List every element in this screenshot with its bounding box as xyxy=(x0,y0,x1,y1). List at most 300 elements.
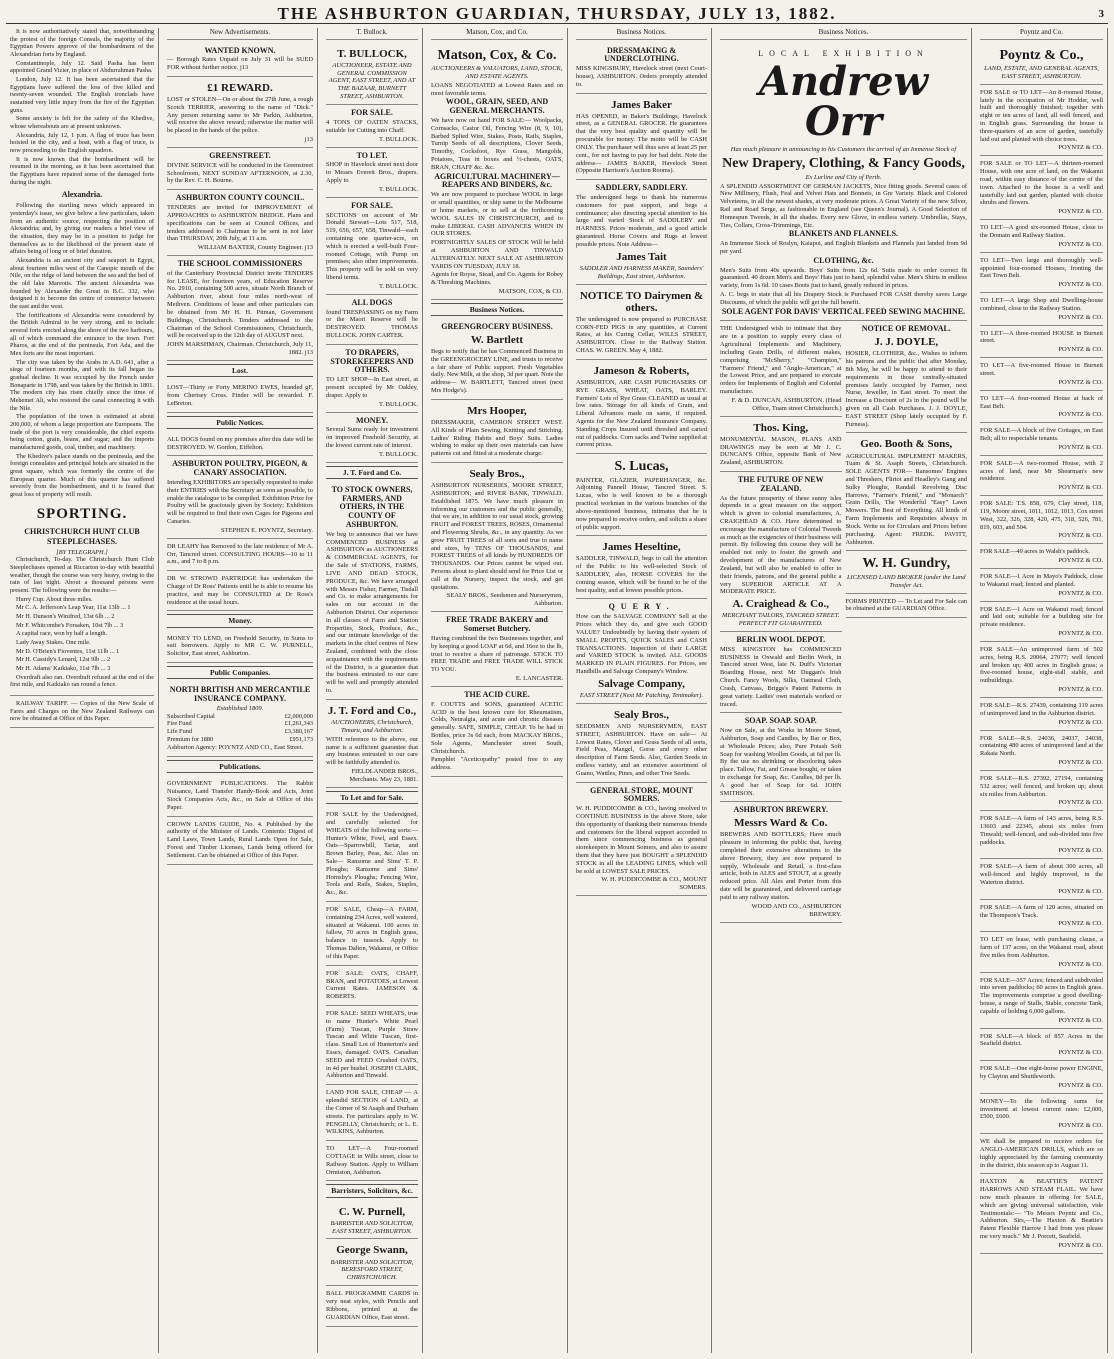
ad-let-item xyxy=(326,1141,418,1181)
ad-body: — Borough Rates Unpaid on July 31 will be SUED FOR without further notice. j13 xyxy=(167,56,313,72)
listing-signature: POYNTZ & CO. xyxy=(1058,346,1103,354)
ad-body: A SPLENDID ASSORTMENT OF GERMAN JACKETS, Nice fitting goods. Several cases of New Millinery, Flush, Feal and Velvet Hats and Bonnets, in Gre Variety. Black and Colored Velveteens, in all the newest shades, at very moderate prices. A Great Variety of the new Silver, Rail and Road Serge, as fashionable in England (see Queen's Journal). A Good Selection of Homespun Tweeds, in all the shades. Every new Glove, in endless variety. Umbrellas, Stays, Ties, Collars, Cross-Trimmings, Etc. xyxy=(720,182,967,229)
ad-body: DIVINE SERVICE will be conducted in the Greenstreet Schoolroom, NEXT SUNDAY AFTERNOON, at 2.30, by the Rev. C. H. Bourne. xyxy=(167,161,313,185)
ad-body: DR LEAHY has Removed to the late residence of Mr A. Orr, Tancred street. CONSULTING HOURS—10 to 11 a.m., and 7 to 8 p.m. xyxy=(167,542,313,566)
ad-title: Sealy Bros., xyxy=(469,468,525,480)
listing-signature: POYNTZ & CO. xyxy=(1058,1016,1103,1024)
ad-signature: MATSON, COX, & CO. xyxy=(498,288,563,296)
ad-body: GOVERNMENT PUBLICATIONS. The Rabbit Nuisance, Land Transfer Handy-Book and Acts, Joint Stock Companies Acts, &c., on Sale at Office of this Paper. xyxy=(167,780,313,811)
capital-row: Fire Fund £1,261,343 xyxy=(167,720,313,728)
ad-drapers xyxy=(326,345,418,413)
ad-body: BREWERS AND BOTTLERS, Have much pleasure in informing the public that, having completed their extensive alterations to the above Brewery, they are now prepared to supply, Wholesale and Retail, a first-class article, both in ALES and STOUT, at a greatly reduced price. All Ales and Porter from this date will be guaranteed, and delivered carriage paid to any railway station. xyxy=(720,831,842,901)
ad-let-item xyxy=(326,902,418,966)
ad-wanted-known xyxy=(167,43,313,77)
ad-body: SHOP in Havelock street next door to Messrs Everett Bros., drapers. Apply to xyxy=(326,161,418,184)
ad-let-item xyxy=(326,966,418,1006)
section-business-notices: Business Notices. xyxy=(431,303,563,316)
news-paragraph: The Khedive's palace stands on the peninsula, and the foreign consulates and principal hotels are situated in the great square, which was formerly the centre of the European quarter. Much of this quarter has suffered severely from the bombardment, and it is feared that great loss of property will result. xyxy=(10,452,154,499)
ad-title: TO DRAPERS, STOREKEEPERS AND OTHERS. xyxy=(330,347,414,375)
property-listing xyxy=(980,220,1103,253)
ad-agent: Ashburton Agency: POYNTZ AND CO., East Street. xyxy=(167,744,304,752)
news-paragraph: The fortifications of Alexandria were considered by the British Admiral to be very strong, and to include several forts erected along the shore of the two harbours, all of which command the entrance to the town. Fort Pharos, at the end of the peninsula, Fort Ada, and the Mex forts are the most important. xyxy=(10,311,154,357)
column-heading: New Advertisements. xyxy=(167,28,313,40)
ad-title: WOOL, GRAIN, SEED, AND GENERAL MERCHANTS. xyxy=(445,97,549,116)
ad-title: CLOTHING, &c. xyxy=(813,255,874,265)
ad-sealy-seedsmen xyxy=(576,704,707,783)
ad-title: Poyntz & Co., xyxy=(999,47,1084,63)
ad-bullock-money xyxy=(326,413,418,463)
ad-dogs-trespassing xyxy=(326,295,418,345)
ad-title: ALL DOGS xyxy=(351,297,393,307)
listing-signature: POYNTZ & CO. xyxy=(1058,208,1103,216)
section-money: Money. xyxy=(167,614,313,627)
ad-body: FOR SALE: SEED WHEATS, true to name Hunter's White Pearl (Farm) Tuscan, Purple Straw Tuscan and White Tuscan, first-class. Small Lot of Hunterton's and Essex, damaged. OATS. Canadian SEED and FEED Crushed OATS, in 4d per bushel. JOSEPH CLARK, Ashburton and Tinwald. xyxy=(326,1009,418,1080)
ad-title: GREENSTREET. xyxy=(209,151,271,161)
news-paragraph: The population of the town is estimated at about 200,000, of whom a large proportion are Europeans. The trade of the port is very considerable, the chief exports being cotton, grain, beans, and sugar; and the imports manufactured goods, coal, timber, and machinery. xyxy=(10,413,154,452)
ad-body: WITH reference to the above, our name is a sufficient guarantee that any business entrusted to our care will be faithfully attended to. xyxy=(326,735,418,767)
capital-row: Premium for 1880 £951,173 xyxy=(167,735,313,743)
property-listing xyxy=(980,1094,1103,1134)
ad-heseltine xyxy=(576,536,707,599)
ad-brewery xyxy=(720,802,842,922)
section-publications: Publications. xyxy=(167,760,313,773)
ad-dairymen xyxy=(576,285,707,360)
ad-signature: E. LANCASTER. xyxy=(515,674,563,682)
ad-ford-auctioneers xyxy=(326,700,418,788)
ad-title: £1 REWARD. xyxy=(207,81,273,94)
ad-bullock-header xyxy=(326,43,418,106)
ad-duncan xyxy=(720,321,842,416)
listing-text: FOR SALE—1 Acre in Mayo's Paddock, close to Wakanui road; fenced and planted. xyxy=(980,573,1103,588)
ad-body: MISS KINGSBURY, Havelock street (next Court-house), ASHBURTON. Orders promptly attended to. xyxy=(576,65,707,88)
ad-body: PAINTER, GLAZIER, PAPERHANGER, &c. Adjoining Pannell House, Tancred Street. S. Lucas, who is well known to be a thorough practical workman in the various branches of the above-mentioned business, intimates that he is now prepared to receive orders, and solicits a share of public support. xyxy=(576,476,707,531)
split-row xyxy=(720,321,967,922)
article-heading: Alexandria. xyxy=(61,190,103,200)
ad-title: THE FUTURE OF NEW ZEALAND. xyxy=(737,474,824,493)
column-2 xyxy=(163,28,318,1353)
ad-saddlery xyxy=(576,180,707,284)
ad-lucas xyxy=(576,454,707,536)
column-3 xyxy=(322,28,423,1353)
column-7 xyxy=(976,28,1108,1353)
ad-dr-leahy xyxy=(167,539,313,571)
listing-text: FOR SALE—49 acres in Walsh's paddock. xyxy=(980,548,1090,556)
ad-title: FOR SALE. xyxy=(351,108,393,118)
race-result: Mr H. Cassidy's Lenard, 12st 9lb ... 2 xyxy=(16,656,111,664)
ad-subtitle: BARRISTER AND SOLICITOR, BERESFORD STREET, CHRISTCHURCH. xyxy=(330,1258,414,1282)
ad-title: WANTED KNOWN. xyxy=(204,45,276,55)
ad-signature: T. BULLOCK. xyxy=(378,135,418,143)
listing-signature: POYNTZ & CO. xyxy=(1058,532,1103,540)
news-paragraph: Following the startling news which appeared in yesterday's issue, we give below a few particulars, taken from an authentic source, respecting the position of Alexandria; and, by giving our readers a brief view of the situation, they may be in a position to judge for themselves as to the likelihood of the present state of affairs being of long or of brief duration. xyxy=(10,202,154,256)
listing-signature: POYNTZ & CO. xyxy=(1058,960,1103,968)
news-paragraph: Alexandria is an ancient city and seaport in Egypt, about fourteen miles west of the Canopic mouth of the Nile, on the ridge of land between the sea and the bed of the old lake Mareotis. The ancient Alexandria was founded by Alexander the Great in B.C. 332, who designed it to become the centre of commerce between the east and the west. xyxy=(10,256,154,310)
ad-title: James Baker xyxy=(611,98,672,111)
listing-signature: POYNTZ & CO. xyxy=(1058,718,1103,726)
ad-matson-cox xyxy=(431,43,563,300)
listing-text: TO LET—A four-roomed House at back of East Belt. xyxy=(980,394,1103,410)
ad-title: FREE TRADE BAKERY and Somerset Butchery. xyxy=(446,615,548,634)
section-lost: Lost. xyxy=(167,364,313,377)
listing-text: FOR SALE or TO LET—A thirteen-roomed House, with one acre of land, on the Wakanui road, within easy distance of the centre of the town. Attached to the house is a well and tastefully laid out garden, planted with choice shrubs and flowers. xyxy=(980,160,1103,207)
ad-title: SOAP. SOAP. SOAP. xyxy=(744,716,817,726)
ad-body: FORMS PRINTED — To Let and For Sale can be obtained at the GUARDIAN Office. xyxy=(845,597,967,613)
listing-text: FOR SALE: T.S. 858, 679, Clay street, 118, 119, Moore street, 1011, 1012, 1013, Cox street West, 322, 326, 328, 420, 475, 318, 526, 781, 819, 603, and 504. xyxy=(980,500,1103,531)
listing-signature: POYNTZ & CO. xyxy=(1058,847,1103,855)
ad-body: DRESSMAKER, CAMERON STREET WEST. All Kinds of Plain Sewing, Knitting and Stitching. Ladies' Riding Habits and Boys' Suits. Ladies wishing to make up their own materials can have patterns cut and fitted at a moderate charge. xyxy=(431,418,563,458)
listing-text: FOR SALE—A block of 857 Acres in the Seafield district. xyxy=(980,1032,1103,1048)
column-heading: Business Notices. xyxy=(720,28,967,40)
ad-booth xyxy=(846,433,968,551)
ad-soap xyxy=(720,713,842,802)
ad-title: J. J. DOYLE, xyxy=(874,336,939,349)
listing-text: FOR SALE—1 Acre on Wakanui road; fenced and laid out; suitable for a building site for private residence. xyxy=(980,605,1103,629)
race-result: Mr C. A. Jefferson's Leap Year, 11st 13lb ... 1 xyxy=(16,604,131,612)
news-paragraph: It is now authoritatively stated that, notwithstanding the protest of the foreign Consuls, the majority of the Egyptian Powers approve of the bombardment of the Alexandrian forts by England. xyxy=(10,28,154,59)
ad-body: We are now prepared to purchase WOOL in large or small quantities, or ship same to the Melbourne or home markets, or to sell at the forthcoming WOOL SALES IN CHRISTCHURCH, and to make LIBERAL CASH ADVANCES WHEN IN OUR STORES. xyxy=(431,191,563,238)
ad-title: W. H. Gundry, xyxy=(862,556,951,572)
ad-forms xyxy=(846,594,968,619)
section-public-notices: Public Notices. xyxy=(167,416,313,429)
news-paragraph: Alexandria, July 12, 1 p.m. A flag of truce has been hoisted in the city, and a boat, with a flag of truce, is now proceeding to the English squadron. xyxy=(10,131,154,155)
ad-title: GENERAL STORE, MOUNT SOMERS. xyxy=(590,785,693,804)
news-paragraph: Some anxiety is felt for the safety of the Khedive, whose whereabouts are at present unknown. xyxy=(10,115,154,131)
listing-signature: POYNTZ & CO. xyxy=(1058,557,1103,565)
ad-body: MISS KINGSTON has COMMENCED BUSINESS in Oxwald and Berlin Work, in Tancred street West, late N. Duff's Victorian Boarding House, next Mr Duggan's Irish Church. Fancy Wools, Silks, Oatmeal Cloth, Crash, Canvass, Briggs's Patent Patterns in great variety. Ladies' own materials worked or traced. xyxy=(720,645,842,708)
ad-title: NOTICE OF REMOVAL. xyxy=(861,324,951,334)
ad-title: Messrs Ward & Co. xyxy=(734,817,828,830)
ad-signature: POYNTZ & CO. xyxy=(1058,1241,1103,1249)
race-result: Hurry Cup. About three miles. xyxy=(16,595,93,603)
listing-signature: POYNTZ & CO. xyxy=(1058,758,1103,766)
ad-query xyxy=(576,599,707,703)
ad-title: BERLIN WOOL DEPOT. xyxy=(736,635,826,645)
listing-signature: POYNTZ & CO. xyxy=(1058,1049,1103,1057)
sporting-heading: SPORTING. xyxy=(36,505,128,522)
listing-text: FOR SALE—A farm of about 300 acres, all well-fenced and highly improved, in the Waterton district. xyxy=(980,863,1103,887)
ad-title: George Swann, xyxy=(336,1244,408,1257)
split-left xyxy=(720,321,842,922)
ad-harrows xyxy=(980,1174,1103,1253)
listing-signature: POYNTZ & CO. xyxy=(1058,443,1103,451)
ad-signature: T. BULLOCK. xyxy=(378,185,418,193)
ad-body: 4 TONS OF OATEN STACKS, suitable for Cutting into Chaff. xyxy=(326,119,418,134)
news-paragraph: It is now known that the bombardment will be resumed in the morning, as it has been ascertained that the Egyptians have repaired some of the damaged forts during the night. xyxy=(10,155,154,186)
ad-title: Mrs Hooper, xyxy=(467,404,527,417)
ad-subtitle: LICENSED LAND BROKER (under the Land Transfer Act. xyxy=(846,573,966,589)
property-listing xyxy=(980,811,1103,859)
race-result: Overdraft also ran. Overdraft refused at the end of the first mile, and Kaikiako ran round a fence. xyxy=(10,673,154,689)
ad-poultry xyxy=(167,456,313,538)
ad-body: HAS OPENED, in Baker's Buildings, Havelock street, as a GENERAL GROCER. He guarantees that the very best quality and quantity will be procurable for money. The motto will be CASH ONLY. The purchaser will thus save at least 25 per cent., for not having to pay for bad debt. Note the address— JAMES BAKER, Havelock Street (Opposite Harrison's Auction Rooms). xyxy=(576,112,707,175)
ad-gundry xyxy=(846,551,968,593)
ad-berlin-wool xyxy=(720,632,842,713)
property-listing xyxy=(980,731,1103,771)
listing-signature: POYNTZ & CO. xyxy=(1058,281,1103,289)
race-meeting-heading: CHRISTCHURCH HUNT CLUB STEEPLECHASES. xyxy=(24,527,140,546)
ad-subtitle: MERCHANT TAILORS, TANCRED STREET. PERFECT FIT GUARANTEED. xyxy=(722,612,840,628)
ad-body: TO LET SHOP—In East street, at present occupied by Mr Oakley, draper. Apply to xyxy=(326,376,418,399)
ad-let-item xyxy=(326,1006,418,1085)
ad-body: HAXTON & BEATTIE'S PATENT HARROWS AND STEAM FLAIL. We have now much pleasure in offering for SALE, which are giving universal satisfaction, vide Testimonials:— "To Messrs Poyntz and Co., Ashburton. Sirs,—The Haxton & Beattie's Patent Flexible Harrow I had from you please me very much." Mr J. Porcett, Seafield. xyxy=(980,1178,1103,1241)
ad-title: J. T. Ford and Co., xyxy=(327,704,417,717)
ad-title: ASHBURTON COUNTY COUNCIL. xyxy=(175,193,305,203)
ad-signature: T. BULLOCK. xyxy=(378,450,418,458)
ad-title: NOTICE TO Dairymen & others. xyxy=(579,289,704,314)
railway-tariff-ad xyxy=(10,695,154,728)
property-listing xyxy=(980,771,1103,811)
property-listing xyxy=(980,932,1103,972)
ad-body: MONUMENTAL MASON, PLANS AND DRAWINGS may be seen at Mr J. C. DUNCAN'S Office, opposite Bank of New Zealand, ASHBURTON. xyxy=(720,435,842,467)
listing-text: TO LET—Two large and thoroughly well-appointed four-roomed Houses, fronting the East Town Belt. xyxy=(980,256,1103,280)
ad-body: LOST—Thirty or Forty MERINO EWES, branded gF, from Chertsey Cross. Finder will be rewarded. F. LeBreton. xyxy=(167,384,313,407)
ad-bartlett xyxy=(431,319,563,400)
column-5 xyxy=(572,28,712,1353)
ad-signature: STEPHEN E. POYNTZ, Secretary. xyxy=(220,526,313,534)
property-listing xyxy=(980,85,1103,157)
ad-title: AGRICULTURAL MACHINERY—REAPERS AND BINDERS, &c. xyxy=(434,171,560,190)
ad-title: Thos. King, xyxy=(753,421,809,434)
ad-body: ALL DOGS found on my premises after this date will be DESTROYED. W. Gordon, Eiffelton. xyxy=(167,435,313,451)
ad-body: Now on Sale, at the Works in Moore Street, Ashburton, Soap and Candles, by Bar or Box, at Wholesale Prices; also, Pure Potash Soft Soap for washing Woollen Goods, at 6d per lb. By the use no shrinking or discoloring takes place. Tallow, Fat, and Grease bought, or taken in exchange for Soap, &c. Candles, 8d per lb. A good bar of Soap for 6d. JOHN SMITHSON. xyxy=(720,727,842,797)
ad-body: Several Sums ready for investment on improved Freehold Security, at the lowest current rate of interest. xyxy=(326,426,418,449)
ad-signature: T. BULLOCK. xyxy=(378,400,418,408)
ad-title: ASHBURTON POULTRY, PIGEON, & CANARY ASSOCIATION. xyxy=(172,459,308,478)
race-result: Mr D. O'Brien's Fioventes, 11st 11lb ... 1 xyxy=(16,647,120,655)
listing-text: MONEY—To the following sums for investment at lowest current rates: £2,000, £500, £600. xyxy=(980,1097,1103,1121)
ad-dr-partridge xyxy=(167,571,313,611)
listing-text: FOR SALE—R.S. 27439, containing 119 acres of unimproved land in the Ashburton district. xyxy=(980,701,1103,717)
listing-text: FOR SALE—357 Acres; fenced and subdivided into seven paddocks; 60 acres in English grass. The improvements comprise a good dwelling-house, a range of Stalls, Stable, concrete Tank, capable of holding 6,000 gallons. xyxy=(980,976,1104,1015)
telegraph-note: [BY TELEGRAPH.] xyxy=(56,548,108,556)
ad-bakery xyxy=(431,612,563,687)
listing-signature: POYNTZ & CO. xyxy=(1058,484,1103,492)
ad-body: ASHBURTON, ARE CASH PURCHASERS OF RYE GRASS, WHEAT, OATS, BARLEY. Farmers' Lots of Rye Grass CLEANED as usual at low rates. Storage for all kinds of Grain, and Liberal Advances made on same, if required. Agents for the New Zealand Insurance Company. Standing Crops Insured until threshed and carted out of paddocks. Corn sacks and Twine supplied at current prices. xyxy=(576,378,707,449)
listing-text: FOR SALE—R.S. 24036, 24037, 24038, containing 480 acres of unimproved land at the Rakaia North. xyxy=(980,734,1103,758)
split-right xyxy=(846,321,968,922)
exhibition-heading: LOCAL EXHIBITION xyxy=(758,48,929,58)
ad-title: Jameson & Roberts, xyxy=(593,364,690,377)
column-heading: Poyntz and Co. xyxy=(980,28,1103,40)
race-result: Mr H. Adams' Kaikiako, 11st 7lb ... 3 xyxy=(16,665,111,673)
ad-oaten-stacks xyxy=(326,105,418,147)
ad-body: Having combined the two Businesses together, and by keeping a good LOAF at 6d, and 16oz to the lb, trust to receive a share of patronage. STICK TO FREE TRADE and FREE TRADE WILL STICK TO YOU. xyxy=(431,634,563,674)
section-public-companies: Public Companies. xyxy=(167,666,313,679)
capital-row: Life Fund £3,380,167 xyxy=(167,728,313,735)
ad-let-item xyxy=(326,1085,418,1141)
ad-doyle xyxy=(846,321,968,433)
listing-text: TO LET on lease, with purchasing clause, a farm of 137 acres, on the Wakanui road, about five miles from Ashburton. xyxy=(980,936,1103,959)
property-listing xyxy=(980,456,1103,496)
property-listing xyxy=(980,642,1103,698)
column-heading: Matson, Cox, and Co. xyxy=(431,28,563,40)
ad-ford-stockowners xyxy=(326,482,418,700)
ad-body: CROWN LANDS GUIDE, No. 4. Published by the authority of the Minister of Lands. Contents: Digest of Land Laws, Town Lands, Rural Lands Open for Sale, Forest and Timber Licenses, Lands being offered for Settlement. Can be obtained at Office of this Paper. xyxy=(167,820,313,859)
ad-govt-publications xyxy=(167,776,313,816)
ad-title: James Tait xyxy=(616,250,667,263)
listing-signature: POYNTZ & CO. xyxy=(1058,1122,1103,1130)
ad-body: Agents for Royse, Stead, and Co. Agents for Robey & Threshing Machines. xyxy=(431,271,563,287)
ad-title: A. Craighead & Co., xyxy=(732,598,830,611)
ad-title: NORTH BRITISH AND MERCANTILE INSURANCE COMPANY. xyxy=(169,685,311,703)
property-listing xyxy=(980,496,1103,544)
listing-signature: POYNTZ & CO. xyxy=(1058,920,1103,928)
masthead xyxy=(6,2,1108,24)
ad-body: MONEY TO LEND, on Freehold Security, in Sums to suit borrowers. Apply to MR C. W. PURNELL, Solicitor, East street, Ashburton. xyxy=(167,634,313,658)
ad-body: We have now on hand FOR SALE:— Woolpacks, Cornsacks, Castor Oil, Fencing Wire (8, 9, 10), Barbed Splied Wire, Stakes, Posts, Rails, Staples, Turnip Seeds of all descriptions, Clover Seeds, Timothy, Cocksfoot, Rye Grass, Mangolds, Potatoes, Teas in boxes and ½-chests, OATS, BRAN, CHAFF &c. &c. xyxy=(431,116,563,171)
ad-ball-cards xyxy=(326,1286,418,1326)
ad-signature: WOOD AND CO., ASHBURTON BREWERY. xyxy=(751,902,842,918)
page-number: 3 xyxy=(1098,8,1104,20)
listing-text: FOR SALE—A farm of 120 acres, situated on the Thompson's Track. xyxy=(980,903,1103,919)
ad-let-item xyxy=(326,807,418,902)
column-1 xyxy=(6,28,159,1353)
ad-county-council xyxy=(167,190,313,256)
newspaper-title: THE ASHBURTON GUARDIAN, THURSDAY, JULY 13, 1882. xyxy=(277,4,837,23)
ad-reward xyxy=(167,77,313,148)
ad-title: James Heseltine, xyxy=(602,541,681,554)
ad-james-baker xyxy=(576,94,707,181)
ad-subtitle: Ex Lurline and City of Perth. xyxy=(805,173,882,181)
ad-signature: F. & D. DUNCAN, ASHBURTON. (Head Office, Tuam street Christchurch.) xyxy=(731,396,842,412)
listing-text: TO LET—A five-roomed House in Burnett street. xyxy=(980,362,1103,377)
ad-body: A. C. begs to state that all his Drapery Stock is Purchased FOR CASH thereby saves Large Discounts, of which the public will get the full benefit. xyxy=(720,291,967,306)
property-listing xyxy=(980,358,1103,391)
ad-greenstreet xyxy=(167,148,313,190)
ad-subtitle: AUCTIONEER, ESTATE AND GENERAL COMMISSION AGENT, EAST STREET, AND AT THE BAZAAR, BURNETT STREET, ASHBURTON. xyxy=(328,61,416,101)
ad-body: FOR SALE, Cheap—A FARM, containing 234 Acres, well watered, situated at Wakanui. 100 acres in fallow, 70 acres in English grass, balance in tussock. Apply to Thomas Dalton, Wakanui, or Office of this Paper. xyxy=(326,906,418,960)
listing-text: FOR SALE—A two-roomed House, with 2 acres of land, near Mr Shearman's new residence. xyxy=(980,459,1103,483)
listing-text: TO LET—A large Shop and Dwelling-house combined, close to the Railway Station. xyxy=(980,297,1103,312)
property-listing xyxy=(980,1029,1103,1062)
section-ford: J. T. Ford and Co. xyxy=(326,466,418,479)
ad-body: FORTNIGHTLY SALES OF STOCK Will be held at ASHBURTON AND TINWALD ALTERNATELY. NEXT SALE AT ASHBURTON YARDS ON TUESDAY, JULY 18. xyxy=(431,239,563,270)
listing-signature: POYNTZ & CO. xyxy=(1058,799,1103,807)
column-heading: Business Notices. xyxy=(576,28,707,40)
ad-signature: WILLIAM BAXTER, County Engineer. j13 xyxy=(197,244,313,252)
ad-title: Salvage Company, xyxy=(598,677,685,690)
ad-subtitle: AUCTIONEERS & VALUATORS, LAND, STOCK, AND ESTATE AGENTS. xyxy=(431,64,563,80)
ad-body: Begs to notify that he has Commenced Business in the GREENGROCERY LINE, and trusts to receive a fair share of Public support. Fresh Vegetables daily. New Milk, at the shop, 3d per quart. Note the address— W. BARTLETT, Tancred street (next Mrs Hodge's). xyxy=(431,347,563,395)
ad-title: S. Lucas, xyxy=(614,459,669,475)
property-listing xyxy=(980,423,1103,456)
ad-body: The undersigned begs to thank his numerous customers for past support, and begs a continuance; also directing special attention to his large and varied Stock of SADDLERY and HARNESS. Prices moderate, and a good article guaranteed. Horse Covers and Rugs at lowest possible prices. Note Address— xyxy=(576,193,707,248)
property-listing xyxy=(980,698,1103,731)
ad-title: C. W. Purnell, xyxy=(338,1205,406,1218)
ad-title: GREENGROCERY BUSINESS. xyxy=(441,322,553,332)
ad-jameson-roberts xyxy=(576,360,707,454)
ad-title: BLANKETS AND FLANNELS. xyxy=(788,229,899,239)
ad-title: QUERY. xyxy=(608,602,675,612)
listing-signature: POYNTZ & CO. xyxy=(1058,144,1103,152)
property-listing xyxy=(980,602,1103,642)
ad-title: TO LET. xyxy=(356,150,388,160)
ad-subtitle: LAND, ESTATE, AND GENERAL AGENTS, EAST STREET, ASHBURTON. xyxy=(984,64,1099,80)
property-listing xyxy=(980,900,1103,933)
listing-text: TO LET—A three-roomed HOUSE in Burnett street. xyxy=(980,329,1103,345)
ad-body: found TRESPASSING on my Farm or the Maori Reserve will be DESTROYED. THOMAS BULLOCK. JOHN CARTER. xyxy=(326,308,418,339)
section-barristers: Barristers, Solicitors, &c. xyxy=(326,1184,418,1197)
ad-dogs xyxy=(167,432,313,457)
ad-title: Matson, Cox, & Co. xyxy=(437,47,557,63)
ad-title: W. Bartlett xyxy=(470,333,524,346)
ad-body: DR W. STROWD PARTRIDGE has undertaken the Charge of Dr Ross' Patients until he is able to resume his practice, and may be CONSULTED at Dr Ross's residence at the usual hours. xyxy=(167,575,313,606)
ad-body: BALL PROGRAMME CARDS in very neat styles, with Pencils and Ribbons, printed at the GUARDIAN Office, East street. xyxy=(326,1290,418,1321)
listing-signature: POYNTZ & CO. xyxy=(1058,411,1103,419)
property-listing xyxy=(980,156,1103,220)
ad-body: We beg to announce that we have COMMENCED BUSINESS at ASHBURTON as AUCTIONEERS & COMMERCIAL AGENTS, for the Sale of STATIONS, FARMS, LIVE AND DEAD STOCK, PRODUCE, &c. We have arranged with Messrs Fisher, Farmer, Tisdall and Co. to make arrangements for sales on our account in the Ashburton District. Our experience in all classes of Farm and Station Properties, Stock, Produce, &c., and our intimate knowledge of the markets in the chief centres of New Zealand, combined with the close acquaintance with the requirements of the District, is a guarantee that the business entrusted to our care will be well and promptly attended to. xyxy=(326,530,418,695)
listing-text: FOR SALE—An unimproved farm of 502 acres, being R.S. 20064, 27077; well fenced and broken up; 400 acres in English grass; a five-roomed house, eight-stall stable, and outbuildings. xyxy=(980,645,1103,685)
column-4 xyxy=(427,28,568,1353)
ad-subtitle: BARRISTER AND SOLICITOR, EAST STREET, ASHBURTON. xyxy=(330,1219,414,1235)
ad-body: Intending EXHIBITORS are specially requested to make their ENTRIES with the Secretary as soon as possible, to enable the catalogue to be compiled. Exhibition Prize for Poultry will be graciously given by Society; Exhibitors will be required to find their own Cages for Pigeons and Canaries. xyxy=(167,478,313,525)
race-result: Mr H. Dunson's Winifred, 13st 6lb ... 2 xyxy=(16,613,115,621)
ad-body: LAND FOR SALE, CHEAP — A splendid SECTION of LAND, at the Corner of St Asaph and Durham streets. For particulars apply to W. PENGELLY, Christchurch; or L. E. WILKINS, Ashburton. xyxy=(326,1089,418,1136)
listing-signature: POYNTZ & CO. xyxy=(1058,240,1103,248)
ad-intro: Has much pleasure in announcing to his Customers the arrival of an Immense Stock of xyxy=(730,146,957,154)
ad-sealy-nurseries xyxy=(431,463,563,612)
news-paragraph: London, July 12. It has been ascertained that the Egyptians have suffered the loss of five killed and twenty-seven wounded. The English ironclads have sustained very little injury from the fire of the Egyptian guns. xyxy=(10,76,154,114)
ad-acid-cure xyxy=(431,687,563,777)
ad-body: AGRICULTURAL IMPLEMENT MAKERS, Tuam & St. Asaph Streets, Christchurch. SOLE AGENTS FOR— Ransomes' Engines and Threshers, Flirtot and Headley's Gang and Sulky Ploughs, Randall Revolving Disc Harrows, "Farmer's Friend," and "Monarch" Grain Drills, The Wonderful "Easy" Lawn Mowers. The Best of Everything. All kinds of Farm Implements and Requisites always in Stock. Write us for Circulars and Prices before purchasing. Agent: FREDK. PAVITT, Ashburton. xyxy=(845,452,967,546)
news-paragraph: Constantinople, July 12. Said Pasha has been appointed Grand Vizier, in place of Abdurrahman Pasha. xyxy=(10,59,154,75)
ad-body: FOR SALE: OATS, CHAFF, BRAN, and POTATOES, at Lowest Current Rates. JAMESON & ROBERTS. xyxy=(326,969,418,1001)
property-listing xyxy=(980,544,1103,569)
ad-body: As the future prosperity of these sunny isles depends in a great measure on the support which is given to colonial manufactures, A. CRAIGHEAD & CO. Have determined to encourage the manufacture of Colonial Tweeds as much as the exigencies of their business will permit. By following this course they will be enabled not only to foster the growth and development of the manufactures of New Zealand, but will also be enabled to offer to their friends, patrons, and the general public a very SUPERIOR ARTICLE AT A MODERATE PRICE. xyxy=(720,494,842,596)
ad-title: ASHBURTON BREWERY. xyxy=(733,805,829,815)
listing-signature: POYNTZ & CO. xyxy=(1058,378,1103,386)
property-listing xyxy=(980,1061,1103,1094)
ad-general-store xyxy=(576,783,707,897)
news-paragraph: Christchurch, To-day. The Christchurch Hunt Club Steeplechases opened at Riccarton to-day with beautiful weather, though the course was very heavy, owing to the rain of last night. About a thousand persons were present. The following were the results:— xyxy=(10,556,154,595)
ad-title: SOLE AGENT FOR DAVIS' VERTICAL FEED SEWING MACHINE. xyxy=(721,306,966,316)
ad-crown-lands xyxy=(167,817,313,865)
ad-subtitle: EAST STREET (Next Mr Patching, Tentmaker). xyxy=(579,691,704,699)
property-listing xyxy=(980,253,1103,293)
andrew-orr-script-title: Andrew Orr xyxy=(758,58,929,146)
property-listing xyxy=(980,326,1103,359)
ad-body: LOST or STOLEN—On or about the 27th June, a rough Scotch TERRIER, answering to the name of "Dick." Any person returning same to Mr Parkin, Ashburton, will receive the above reward; otherwise the matter will be placed in the hands of the police. xyxy=(167,96,313,135)
property-listing xyxy=(980,569,1103,602)
ad-title: THE ACID CURE. xyxy=(464,689,530,699)
ad-shop-to-let xyxy=(326,148,418,198)
ad-body: An Immense Stock of Roslyn, Kaiapoi, and English Blankets and Flannels just landed from 9d per yard. xyxy=(720,240,967,255)
ad-lost xyxy=(167,380,313,412)
ad-signature: j13 xyxy=(304,136,313,144)
ad-insurance xyxy=(167,682,313,757)
poyntz-listings xyxy=(980,85,1103,1134)
ad-body: F. COUTTS and SONS, guaranteed ACETIC ACID is the best known cure for Rheumatism, Colds, Neuralgia, and acute and chronic diseases generally. SAFE, SIMPLE, CHEAP. To be had in Bottles, price 3s 6d each, from MACKAY BROS., Sole Agents, Manchester street South, Christchurch. xyxy=(431,700,563,755)
ad-title: Sealy Bros., xyxy=(613,708,670,721)
capital-row: Subscribed Capital £2,000,000 xyxy=(167,712,313,720)
ad-thos-king xyxy=(720,417,842,472)
property-listing xyxy=(980,293,1103,326)
ad-body: SECTIONS on account of Mr Donald Stewart—Lots 517, 518, 519, 656, 657, 658, Tinwald—each containing one quarter-acre, on which is erected a well-built Four-roomed Cottage, with Pump on premises; also other improvements. This property will be sold on very liberal terms. xyxy=(326,211,418,282)
listing-signature: POYNTZ & CO. xyxy=(1058,887,1103,895)
ad-signature: FIELDLANDER BROS., Merchants. May 23, 1881. xyxy=(349,768,418,784)
ad-body: Men's Suits from 40s upwards. Boys' Suits from 12s 6d. Suits made to order correct fit guaranteed. 40 dozen Men's and Boys' Hats just to hand, splendid value. Men's Shirts in endless variety, from 1s 6d. 10 cases Boots just to hand, greatly reduced in prices. xyxy=(720,266,967,290)
ad-subtitle: SADDLER AND HARNESS MAKER, Saunders' Buildings, East street, Ashburton. xyxy=(579,264,704,280)
race-result: Lady Away Stakes. One mile. xyxy=(16,639,91,647)
ad-title: THE SCHOOL COMMISSIONERS xyxy=(177,259,303,269)
ad-poyntz-header xyxy=(980,43,1103,85)
ad-drills xyxy=(980,1134,1103,1174)
race-result: A capital race, won by half a length. xyxy=(16,630,108,638)
ad-signature: W. H. PUDDICOMBE & CO., MOUNT SOMERS. xyxy=(601,876,707,892)
property-listing xyxy=(980,973,1103,1029)
listing-signature: POYNTZ & CO. xyxy=(1058,589,1103,597)
ad-body: TENDERS are invited for IMPROVEMENT of APPROACHES to ASHBURTON BRIDGE. Plans and specifications can be seen at Council Offices, and tenders addressed to Chairman to be sent in not later than THURSDAY, 20th July, at 11 a.m. xyxy=(167,204,313,243)
